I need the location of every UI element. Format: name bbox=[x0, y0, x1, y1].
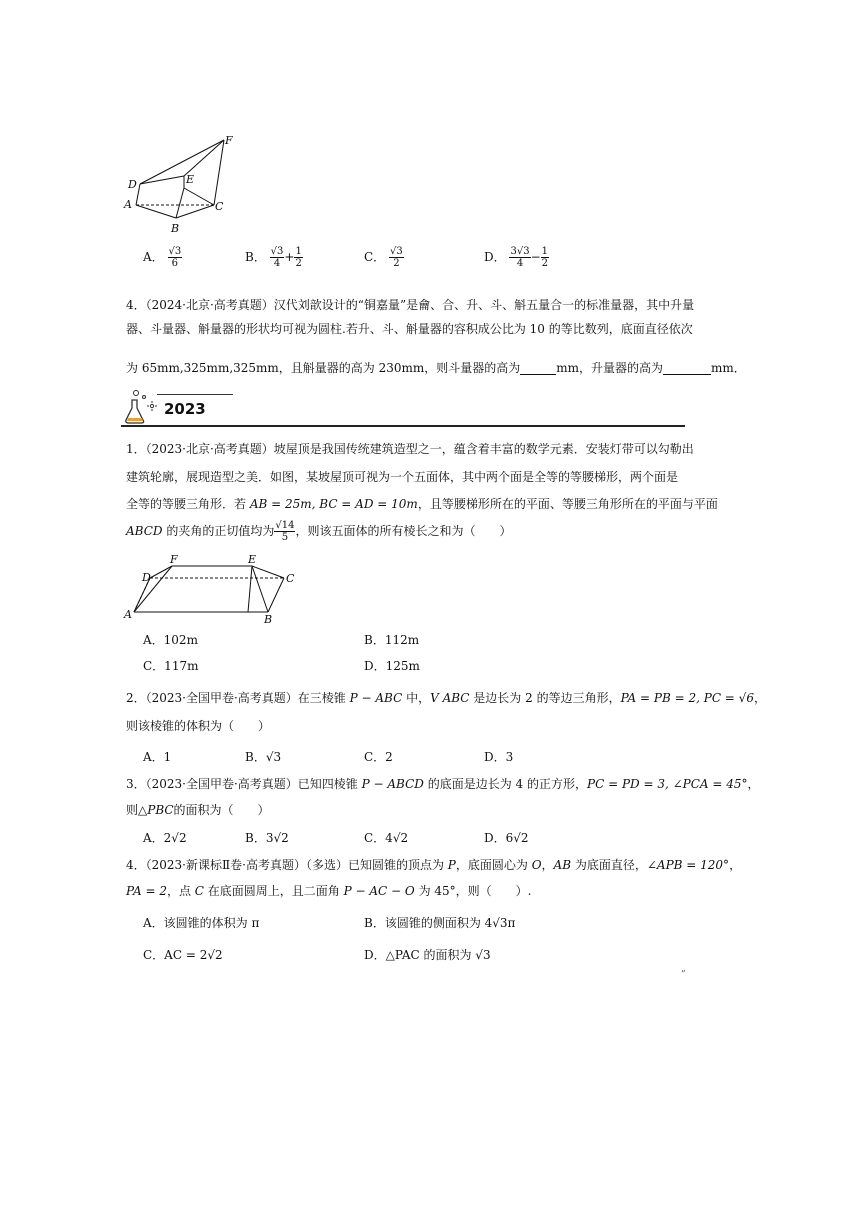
q2-option-c[interactable]: C．2 bbox=[364, 750, 393, 764]
question-1-line2: 建筑轮廓，展现造型之美．如图，某坡屋顶可视为一个五面体，其中两个面是全等的等腰梯形，两个面是 bbox=[126, 470, 679, 484]
option-letter: A． bbox=[143, 250, 164, 264]
question-4-2023-line2: PA = 2，点 C 在底面圆周上，且二面角 P − AC − O 为 45°，则（ ）. bbox=[126, 884, 532, 898]
fig1-label-e: E bbox=[186, 173, 195, 186]
question-2-line2: 则该棱锥的体积为（ ） bbox=[126, 719, 271, 733]
option-letter: B． bbox=[245, 250, 266, 264]
question-1-line3: 全等的等腰三角形．若 AB = 25m, BC = AD = 10m，且等腰梯形所在的平面、等腰三角形所在的平面与平面 bbox=[126, 497, 718, 511]
fig1-label-c: C bbox=[215, 200, 224, 213]
option-b[interactable]: B． $\frac{√3}{4}$ + $\frac{1}{2}$ bbox=[245, 246, 302, 269]
option-letter: D． bbox=[484, 250, 506, 264]
flask-icon bbox=[122, 388, 158, 426]
fig2-label-d: D bbox=[142, 571, 151, 584]
fraction: $\frac{√3}{6}$ bbox=[168, 246, 182, 269]
q4-option-c[interactable]: C．AC = 2√2 bbox=[143, 948, 223, 962]
fraction: $\frac{1}{2}$ bbox=[541, 246, 548, 269]
question-4-2023-line1: 4．（2023·新课标Ⅱ卷·高考真题）（多选）已知圆锥的顶点为 P，底面圆心为 O，AB 为底面直径，∠APB = 120°， bbox=[126, 858, 742, 872]
answer-blank[interactable] bbox=[663, 362, 711, 375]
q2-option-a[interactable]: A．1 bbox=[143, 750, 172, 764]
q2-option-b[interactable]: B．√3 bbox=[245, 750, 282, 764]
answer-blank[interactable] bbox=[520, 362, 556, 375]
q4-option-a[interactable]: A．该圆锥的体积为 π bbox=[143, 916, 260, 930]
option-a[interactable] bbox=[143, 246, 182, 269]
q3-option-a[interactable]: A．2√2 bbox=[143, 831, 187, 845]
fig2-label-e: E bbox=[248, 553, 257, 566]
q1-option-b[interactable]: B．112m bbox=[364, 633, 420, 647]
question-2-line1: 2．（2023·全国甲卷·高考真题）在三棱锥 P − ABC 中，V ABC 是边长为 2 的等边三角形，PA = PB = 2, PC = √6， bbox=[126, 691, 766, 705]
roof-figure bbox=[120, 552, 310, 626]
question-4-2024-line3: 为 65mm,325mm,325mm，且斛量器的高为 230mm，则斗量器的高为 mm，升量器的高为 mm． bbox=[126, 361, 746, 375]
section-divider bbox=[121, 425, 685, 427]
option-c[interactable] bbox=[364, 246, 404, 269]
fig1-label-b: B bbox=[171, 222, 180, 235]
pyramid-figure-top bbox=[118, 128, 248, 236]
fraction: $\frac{√14}{5}$ bbox=[275, 520, 295, 543]
q1-option-c[interactable]: C．117m bbox=[143, 659, 199, 673]
q1-option-d[interactable]: D．125m bbox=[364, 659, 420, 673]
q4-option-b[interactable]: B．该圆锥的侧面积为 4√3π bbox=[364, 916, 516, 930]
fig2-label-f: F bbox=[170, 553, 178, 566]
question-3-line1: 3．（2023·全国甲卷·高考真题）已知四棱锥 P − ABCD 的底面是边长为 4 的正方形，PC = PD = 3, ∠PCA = 45°， bbox=[126, 777, 760, 791]
fraction: $\frac{√3}{2}$ bbox=[390, 246, 403, 269]
option-d[interactable]: D． $\frac{3√3}{4}$ − $\frac{1}{2}$ bbox=[484, 246, 548, 269]
option-letter: C． bbox=[364, 250, 386, 264]
question-3-line2: 则△PBC的面积为（ ） bbox=[126, 803, 270, 817]
fraction: $\frac{3√3}{4}$ bbox=[510, 246, 530, 269]
fraction: $\frac{√3}{4}$ bbox=[270, 246, 284, 269]
q3-option-d[interactable]: D．6√2 bbox=[484, 831, 529, 845]
footer-mark: ” bbox=[681, 970, 686, 980]
fig2-label-c: C bbox=[286, 572, 295, 585]
question-4-2024-line1: 4．（2024·北京·高考真题）汉代刘歆设计的“铜嘉量”是龠、合、升、斗、斛五量合一的标准量器，其中升量 bbox=[126, 298, 695, 312]
fig2-label-a: A bbox=[124, 608, 132, 621]
fig1-label-f: F bbox=[225, 134, 233, 147]
q2-option-d[interactable]: D．3 bbox=[484, 750, 514, 764]
year-header-topline bbox=[157, 394, 233, 395]
fig1-label-a: A bbox=[124, 198, 132, 211]
year-header: 2023 bbox=[164, 400, 206, 418]
q1-option-a[interactable]: A．102m bbox=[143, 633, 198, 647]
q4-option-d[interactable]: D．△PAC 的面积为 √3 bbox=[364, 948, 491, 962]
fig2-label-b: B bbox=[264, 613, 273, 626]
question-4-2024-line2: 器、斗量器、斛量器的形状均可视为圆柱.若升、斗、斛量器的容积成公比为 10 的等比数列，底面直径依次 bbox=[126, 322, 693, 336]
q3-option-c[interactable]: C．4√2 bbox=[364, 831, 409, 845]
q3-option-b[interactable]: B．3√2 bbox=[245, 831, 289, 845]
fig1-label-d: D bbox=[128, 178, 137, 191]
question-1-line1: 1．（2023·北京·高考真题）坡屋顶是我国传统建筑造型之一，蕴含着丰富的数学元素．安装灯带可以勾勒出 bbox=[126, 442, 694, 456]
fraction: $\frac{1}{2}$ bbox=[295, 246, 302, 269]
question-1-line4: ABCD 的夹角的正切值均为 $\frac{√14}{5}$ ，则该五面体的所有棱长之和为（ ） bbox=[126, 520, 512, 543]
